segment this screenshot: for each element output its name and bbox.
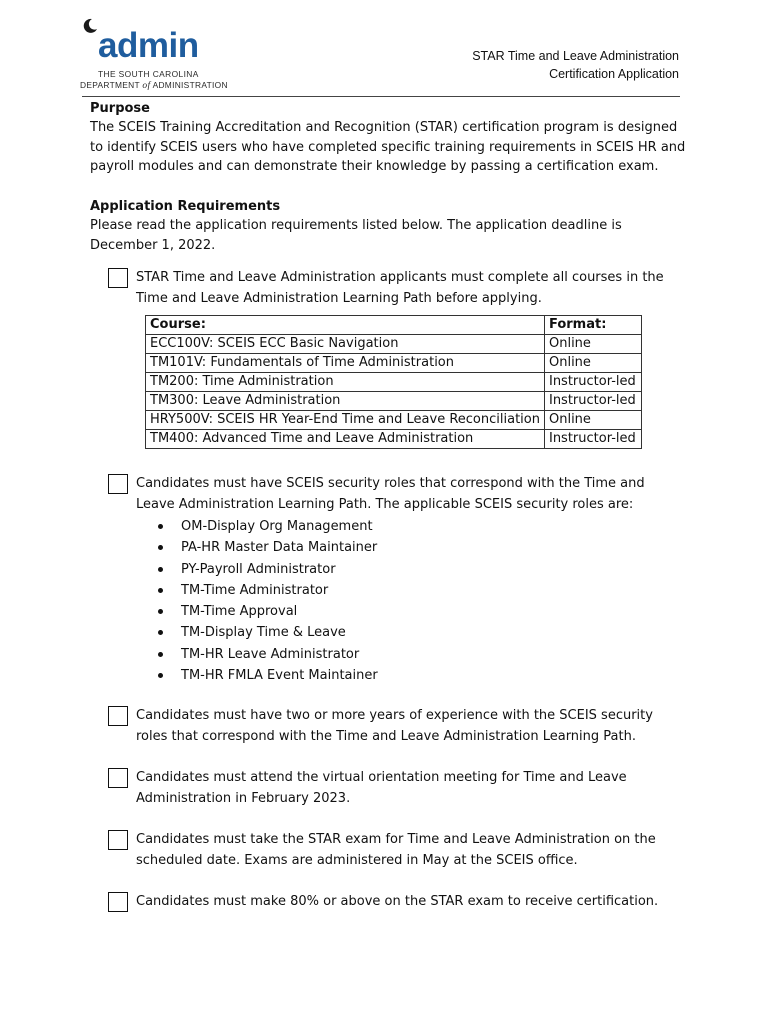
table-row — [146, 392, 642, 411]
list-item: TM-Time Approval — [158, 601, 378, 622]
courses-table — [145, 315, 642, 449]
requirement-checkbox-3[interactable] — [108, 706, 128, 726]
bullet-icon — [158, 609, 163, 614]
format-cell: Online — [544, 354, 641, 373]
table-row — [146, 373, 642, 392]
table-header-row — [146, 316, 642, 335]
course-cell: TM200: Time Administration — [146, 373, 545, 392]
course-cell: TM101V: Fundamentals of Time Administration — [146, 354, 545, 373]
requirements-heading: Application Requirements — [90, 199, 281, 214]
list-item: PA-HR Master Data Maintainer — [158, 537, 378, 558]
header-title: STAR Time and Leave Administration — [472, 49, 679, 63]
header-divider — [82, 96, 680, 97]
table-row — [146, 354, 642, 373]
bullet-icon — [158, 630, 163, 635]
bullet-icon — [158, 545, 163, 550]
requirement-text-3: Candidates must have two or more years of experience with the SCEIS security roles that correspond with the Time and Leave Administration Learning Path. — [136, 708, 653, 744]
purpose-heading: Purpose — [90, 101, 150, 116]
requirements-text: Please read the application requirements listed below. The application deadline is December 1, 2022. — [90, 218, 622, 253]
list-item: TM-Display Time & Leave — [158, 622, 378, 643]
requirement-text-4: Candidates must attend the virtual orientation meeting for Time and Leave Administration in February 2023. — [136, 770, 627, 806]
bullet-icon — [158, 524, 163, 529]
format-cell: Instructor-led — [544, 373, 641, 392]
format-cell: Online — [544, 335, 641, 354]
header-subtitle: Certification Application — [549, 67, 679, 81]
format-cell: Online — [544, 411, 641, 430]
course-cell: TM400: Advanced Time and Leave Administration — [146, 430, 545, 449]
requirement-text-1: STAR Time and Leave Administration applicants must complete all courses in the Time and Leave Administration Learning Path before applying. — [136, 270, 664, 306]
requirement-checkbox-4[interactable] — [108, 768, 128, 788]
format-cell: Instructor-led — [544, 392, 641, 411]
logo-line-1: THE SOUTH CAROLINA — [98, 69, 199, 79]
requirement-checkbox-6[interactable] — [108, 892, 128, 912]
logo-line-2: DEPARTMENT of ADMINISTRATION — [80, 80, 228, 91]
document-header — [472, 47, 679, 83]
bullet-icon — [158, 567, 163, 572]
requirement-checkbox-1[interactable] — [108, 268, 128, 288]
table-row — [146, 411, 642, 430]
list-item: TM-HR Leave Administrator — [158, 644, 378, 665]
logo-wordmark: admin — [98, 26, 199, 65]
course-cell: ECC100V: SCEIS ECC Basic Navigation — [146, 335, 545, 354]
requirement-checkbox-2[interactable] — [108, 474, 128, 494]
requirement-checkbox-5[interactable] — [108, 830, 128, 850]
requirements-section — [90, 197, 690, 255]
bullet-icon — [158, 673, 163, 678]
bullet-icon — [158, 588, 163, 593]
list-item: PY-Payroll Administrator — [158, 559, 378, 580]
course-cell: HRY500V: SCEIS HR Year-End Time and Leave Reconciliation — [146, 411, 545, 430]
course-cell: TM300: Leave Administration — [146, 392, 545, 411]
list-item: TM-HR FMLA Event Maintainer — [158, 665, 378, 686]
table-row — [146, 430, 642, 449]
security-roles-list — [158, 516, 378, 686]
purpose-section — [90, 99, 690, 177]
list-item: OM-Display Org Management — [158, 516, 378, 537]
format-cell: Instructor-led — [544, 430, 641, 449]
sc-admin-logo — [80, 18, 228, 91]
course-column-header: Course: — [146, 316, 545, 335]
table-row — [146, 335, 642, 354]
format-column-header: Format: — [544, 316, 641, 335]
bullet-icon — [158, 652, 163, 657]
list-item: TM-Time Administrator — [158, 580, 378, 601]
requirement-text-2: Candidates must have SCEIS security roles that correspond with the Time and Leave Administration Learning Path. The applicable SCEIS security roles are: — [136, 476, 645, 512]
purpose-text: The SCEIS Training Accreditation and Recognition (STAR) certification program is designed to identify SCEIS users who have completed specific training requirements in SCEIS HR and payroll modules and can demonstrate their knowledge by passing a certification exam. — [90, 120, 686, 174]
requirement-text-5: Candidates must take the STAR exam for Time and Leave Administration on the scheduled date. Exams are administered in May at the SCEIS office. — [136, 832, 656, 868]
requirement-text-6: Candidates must make 80% or above on the STAR exam to receive certification. — [136, 894, 659, 909]
crescent-moon-icon — [82, 18, 98, 34]
